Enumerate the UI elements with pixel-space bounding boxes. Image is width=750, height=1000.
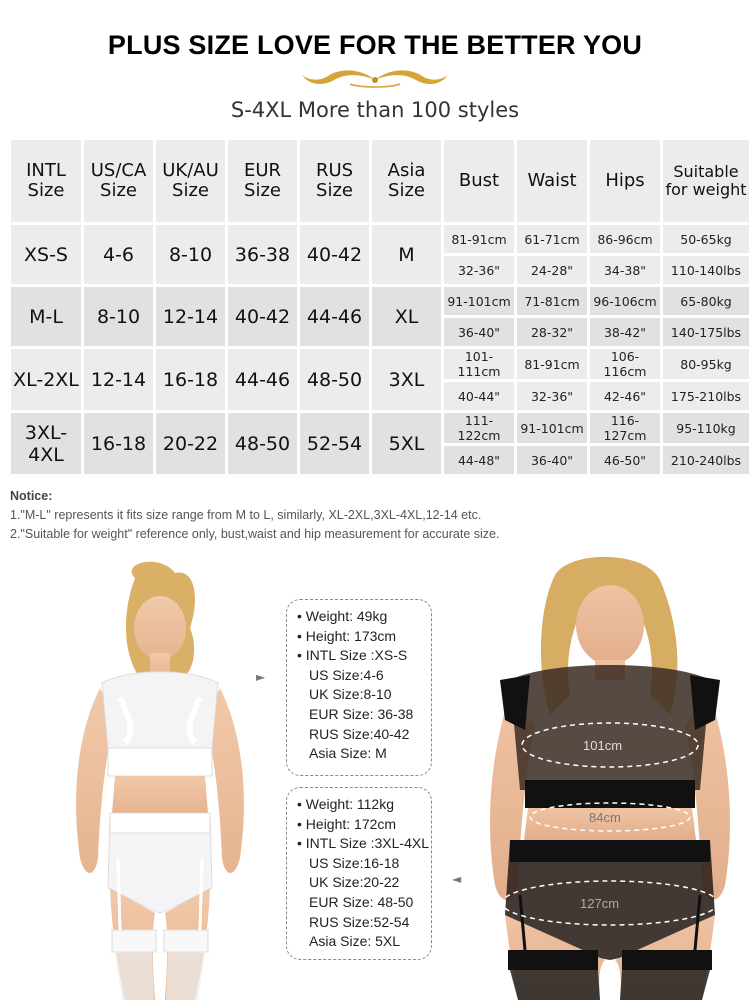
cell-uk: 20-22 [156,413,225,474]
page-title: PLUS SIZE LOVE FOR THE BETTER YOU [107,30,643,60]
cell-waist-cm: 91-101cm [517,413,587,443]
info-us-size: US Size:16-18 [309,854,400,871]
cell-waist-in: 24-28" [517,256,587,284]
info-asia-size: Asia Size: M [309,745,387,762]
page-subtitle: S-4XL More than 100 styles [230,98,520,122]
model-small-photo [40,558,280,1000]
header-eur-size: EUR Size [228,140,297,222]
info-rus-size: RUS Size:40-42 [309,725,410,742]
info-uk-size: UK Size:20-22 [309,874,400,891]
cell-weight-lbs: 210-240lbs [663,446,749,474]
waist-measurement-label: 84cm [589,810,621,825]
table-header-row [11,140,749,222]
table-row [11,349,749,379]
cell-asia: M [372,225,441,284]
cell-bust-in: 32-36" [444,256,514,284]
cell-hips-in: 38-42" [590,318,660,346]
model-small-info-card [286,599,432,776]
cell-rus: 52-54 [300,413,369,474]
table-row [11,287,749,315]
info-eur-size: EUR Size: 48-50 [309,893,414,910]
cell-rus: 40-42 [300,225,369,284]
cell-us: 12-14 [84,349,153,410]
header-rus-size: RUS Size [300,140,369,222]
cell-weight-lbs: 110-140lbs [663,256,749,284]
notice-line-1: 1."M-L" represents it fits size range from M to L, similarly, XL-2XL,3XL-4XL,12-14 etc. [10,508,482,522]
header-suitable-weight: Suitable for weight [663,140,749,222]
cell-weight-kg: 95-110kg [663,413,749,443]
cell-bust-cm: 111-122cm [444,413,514,443]
info-uk-size: UK Size:8-10 [309,686,392,703]
header-waist: Waist [517,140,587,222]
cell-asia: 3XL [372,349,441,410]
arrow-right-icon: ► [256,670,266,684]
info-us-size: US Size:4-6 [309,666,384,683]
size-chart-table [8,137,750,477]
table-row [11,413,749,443]
cell-uk: 12-14 [156,287,225,346]
cell-bust-in: 36-40" [444,318,514,346]
cell-hips-in: 34-38" [590,256,660,284]
cell-eur: 44-46 [228,349,297,410]
cell-weight-lbs: 140-175lbs [663,318,749,346]
cell-weight-lbs: 175-210lbs [663,382,749,410]
table-row [11,225,749,253]
cell-hips-cm: 106-116cm [590,349,660,379]
cell-weight-kg: 65-80kg [663,287,749,315]
cell-weight-kg: 50-65kg [663,225,749,253]
cell-intl: M-L [11,287,81,346]
cell-us: 4-6 [84,225,153,284]
cell-bust-cm: 81-91cm [444,225,514,253]
cell-waist-cm: 71-81cm [517,287,587,315]
model-plus-info-card [286,787,432,960]
cell-intl: XS-S [11,225,81,284]
notice-heading: Notice: [10,489,53,503]
notice-section [10,487,740,544]
cell-bust-cm: 101-111cm [444,349,514,379]
cell-bust-in: 40-44" [444,382,514,410]
cell-waist-cm: 81-91cm [517,349,587,379]
cell-hips-cm: 86-96cm [590,225,660,253]
cell-intl: 3XL-4XL [11,413,81,474]
cell-hips-cm: 116-127cm [590,413,660,443]
header-asia-size: Asia Size [372,140,441,222]
cell-waist-in: 36-40" [517,446,587,474]
notice-line-2: 2."Suitable for weight" reference only, bust,waist and hip measurement for accurate size. [10,527,500,541]
header-intl-size: INTL Size [11,140,81,222]
cell-us: 8-10 [84,287,153,346]
header-uk-size: UK/AU Size [156,140,225,222]
cell-asia: XL [372,287,441,346]
cell-rus: 44-46 [300,287,369,346]
info-rus-size: RUS Size:52-54 [309,913,410,930]
info-intl-size: • INTL Size :XS-S [297,647,408,664]
info-asia-size: Asia Size: 5XL [309,933,401,950]
header-us-size: US/CA Size [84,140,153,222]
arrow-left-icon: ◄ [452,872,462,886]
info-height: • Height: 173cm [297,627,397,644]
cell-weight-kg: 80-95kg [663,349,749,379]
info-intl-size: • INTL Size :3XL-4XL [297,835,429,852]
cell-hips-in: 42-46" [590,382,660,410]
hips-measurement-label: 127cm [580,896,620,911]
model-plus-photo [470,555,740,1000]
cell-intl: XL-2XL [11,349,81,410]
info-weight: • Weight: 112kg [297,796,394,812]
cell-eur: 36-38 [228,225,297,284]
cell-hips-in: 46-50" [590,446,660,474]
info-eur-size: EUR Size: 36-38 [309,705,414,722]
cell-bust-in: 44-48" [444,446,514,474]
bust-measurement-label: 101cm [583,738,623,753]
cell-rus: 48-50 [300,349,369,410]
cell-us: 16-18 [84,413,153,474]
cell-uk: 8-10 [156,225,225,284]
gold-flourish-ornament [290,66,460,92]
cell-waist-cm: 61-71cm [517,225,587,253]
cell-hips-cm: 96-106cm [590,287,660,315]
cell-uk: 16-18 [156,349,225,410]
cell-bust-cm: 91-101cm [444,287,514,315]
cell-asia: 5XL [372,413,441,474]
cell-waist-in: 32-36" [517,382,587,410]
cell-waist-in: 28-32" [517,318,587,346]
header-hips: Hips [590,140,660,222]
info-height: • Height: 172cm [297,815,397,832]
cell-eur: 40-42 [228,287,297,346]
info-weight: • Weight: 49kg [297,608,388,624]
header-bust: Bust [444,140,514,222]
cell-eur: 48-50 [228,413,297,474]
